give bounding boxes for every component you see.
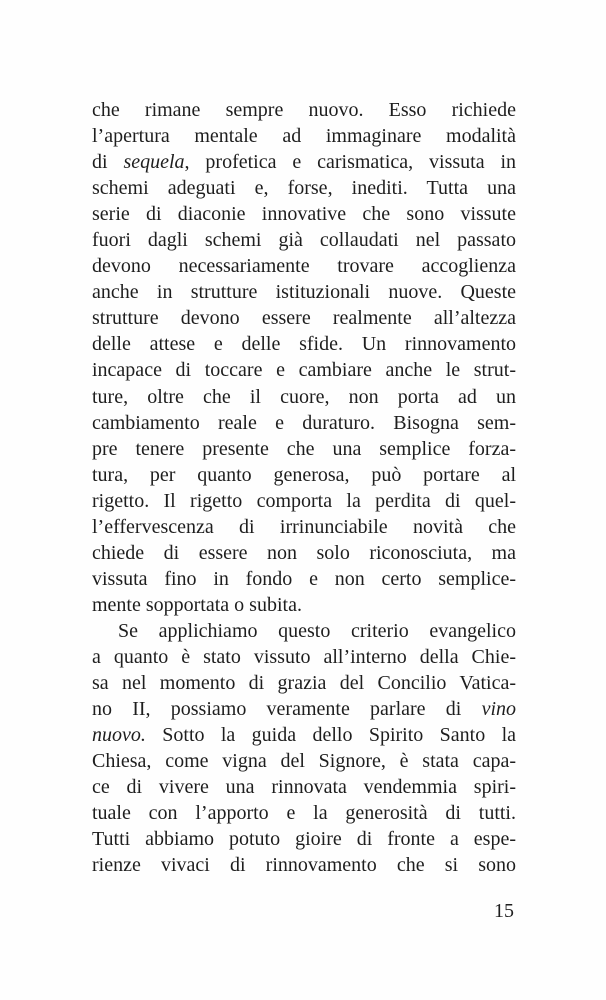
text-line: delle attese e delle sfide. Un rinnovamento: [92, 333, 516, 356]
text-line: ce di vivere una rinnovata vendemmia spiri-: [92, 776, 516, 799]
text-line: strutture devono essere realmente all’altezza: [92, 307, 516, 330]
text-line: pre tenere presente che una semplice forza-: [92, 437, 516, 460]
text-line: incapace di toccare e cambiare anche le strut-: [92, 359, 516, 382]
text-line: rienze vivaci di rinnovamento che si sono: [92, 854, 516, 877]
text-line: rigetto. Il rigetto comporta la perdita di quel-: [92, 489, 516, 512]
text-line: a quanto è stato vissuto all’interno della Chie-: [92, 645, 516, 668]
italic-term: vino: [481, 698, 517, 721]
body-text: [92, 97, 516, 878]
text-line: [92, 722, 516, 748]
text-line: schemi adeguati e, forse, inediti. Tutta una: [92, 177, 516, 200]
text-line: l’apertura mentale ad immaginare modalità: [92, 125, 516, 148]
text-line: Se applichiamo questo criterio evangelico: [118, 619, 516, 642]
text-line: sa nel momento di grazia del Concilio Vatica-: [92, 672, 516, 695]
text-line: mente sopportata o subita.: [92, 593, 302, 616]
text-fragment: no II, possiamo veramente parlare di: [92, 698, 462, 721]
text-line: [92, 149, 516, 175]
text-line: serie di diaconie innovative che sono vissute: [92, 203, 516, 226]
text-line: devono necessariamente trovare accoglienza: [92, 255, 516, 278]
italic-term: nuovo.: [92, 724, 146, 747]
text-fragment: Sotto la guida dello Spirito Santo la: [162, 724, 516, 747]
text-line: tura, per quanto generosa, può portare al: [92, 463, 516, 486]
page-number: 15: [494, 900, 514, 922]
italic-term: sequela: [123, 151, 185, 174]
text-line: [92, 696, 516, 722]
text-line: Chiesa, come vigna del Signore, è stata capa-: [92, 750, 516, 773]
text-line: vissuta fino in fondo e non certo semplice-: [92, 567, 516, 590]
text-line: Tutti abbiamo potuto gioire di fronte a espe-: [92, 828, 516, 851]
text-line: l’effervescenza di irrinunciabile novità che: [92, 515, 516, 538]
text-line: che rimane sempre nuovo. Esso richiede: [92, 99, 516, 121]
text-line: tuale con l’apporto e la generosità di tutti.: [92, 802, 516, 825]
text-line: cambiamento reale e duraturo. Bisogna sem-: [92, 411, 516, 434]
text-fragment: ,: [184, 151, 190, 174]
text-line: chiede di essere non solo riconosciuta, ma: [92, 541, 516, 564]
text-line: anche in strutture istituzionali nuove. Queste: [92, 281, 516, 304]
text-fragment: di: [92, 151, 108, 174]
text-line: ture, oltre che il cuore, non porta ad un: [92, 385, 516, 408]
text-fragment: profetica e carismatica, vissuta in: [205, 151, 517, 174]
text-line: fuori dagli schemi già collaudati nel passato: [92, 229, 516, 252]
